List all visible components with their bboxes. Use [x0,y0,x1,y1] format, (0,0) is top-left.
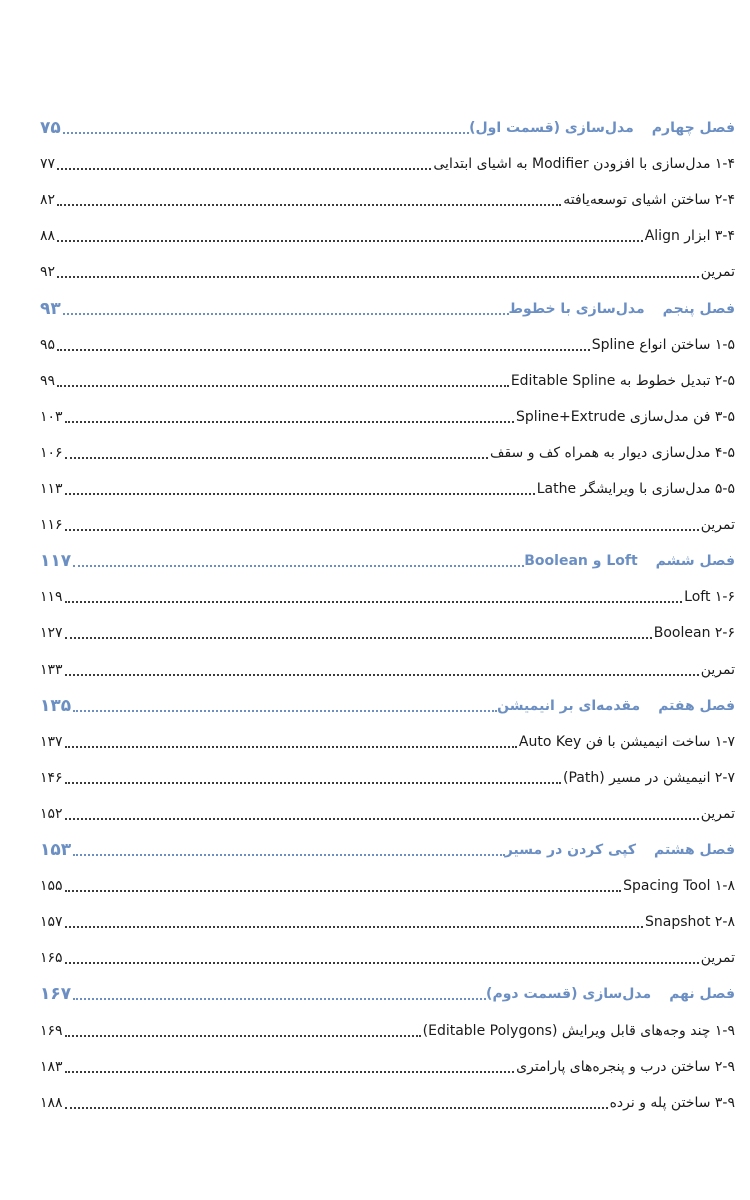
section-title: ۲-۴ ساختن اشیای توسعه‌یافته [563,192,735,209]
section-title: ۱-۴ مدل‌سازی با افزودن Modifier به اشیای ابتدایی [433,156,735,173]
page-number: ۱۱۷ [40,551,72,572]
chapter-title: Loft و Boolean [524,553,638,570]
section-title: ۱-۵ ساختن انواع Spline [591,336,735,353]
toc-section-row [40,579,735,615]
chapter-label: فصل چهارم [651,120,735,136]
section-title: ۳-۵ فن مدل‌سازی Spline+Extrude [515,408,735,425]
section-title: تمرین [700,264,735,281]
leader-dots [57,385,509,387]
chapter-title: کپی کردن در مسیر [504,842,637,858]
section-title: ۳-۴ ابزار Align [644,228,735,245]
section-title: تمرین [700,805,735,822]
section-title: ۲-۹ ساختن درب و پنجره‌های پارامتری [516,1058,735,1075]
chapter-title: مدل‌سازی با خطوط [508,300,645,317]
section-title: ۲-۵ تبدیل خطوط به Editable Spline [510,372,735,389]
page-number: ۱۳۷ [40,733,63,750]
toc-section-row [40,615,735,651]
page-number: ۱۵۷ [40,914,63,931]
toc-chapter-row [40,832,735,868]
toc-section-row [40,760,735,796]
section-title: ۱-۷ ساخت انیمیشن با فن Auto Key [518,733,735,750]
leader-dots [57,204,561,206]
section-title: ۲-۶ Boolean [653,625,735,642]
section-title: ۲-۷ انیمیشن در مسیر (Path) [563,769,735,786]
toc-section-row [40,724,735,760]
leader-dots [65,674,699,676]
toc-section-row [40,399,735,435]
leader-dots [57,240,643,242]
page-number: ۱۵۳ [40,840,72,860]
leader-dots [65,818,699,820]
leader-dots [65,782,561,784]
leader-dots [63,132,469,134]
section-title: ۵-۵ مدل‌سازی با ویرایشگر Lathe [536,481,735,497]
leader-dots [65,601,683,603]
toc-section-row [40,435,735,471]
page-number: ۹۲ [40,264,56,281]
leader-dots [65,421,514,423]
leader-dots [65,1107,608,1109]
page-number: ۹۳ [40,298,61,319]
chapter-label: فصل هشتم [654,842,735,858]
page-number: ۱۱۹ [40,589,63,606]
leader-dots [57,349,590,351]
toc-section-row [40,218,735,254]
leader-dots [65,637,652,639]
toc-section-row [40,471,735,507]
page-number: ۱۸۸ [40,1094,63,1111]
leader-dots [57,168,431,170]
section-title: تمرین [700,661,735,678]
page-number: ۱۰۶ [40,444,63,461]
toc-chapter-row [40,688,735,724]
page-number: ۱۰۳ [40,408,63,425]
chapter-title: مقدمه‌ای بر انیمیشن [497,697,641,714]
section-title: ۱-۹ چند وجه‌های قابل ویرایش (Editable Polygons) [422,1022,735,1039]
page-number: ۱۶۹ [40,1022,63,1039]
toc-section-row [40,796,735,832]
leader-dots [63,313,509,315]
toc-chapter-row [40,291,735,327]
section-title: تمرین [700,950,735,967]
leader-dots [65,457,488,459]
page-number: ۱۲۷ [40,625,63,642]
toc-section-row [40,146,735,182]
toc-section-row [40,940,735,976]
toc-section-row [40,363,735,399]
toc-section-row [40,652,735,688]
leader-dots [57,276,699,278]
section-title: تمرین [700,517,735,534]
page-number: ۱۸۳ [40,1058,63,1075]
leader-dots [73,565,524,567]
leader-dots [73,854,505,856]
leader-dots [65,926,643,928]
leader-dots [65,493,535,495]
toc-section-row [40,868,735,904]
section-title: ۲-۸ Snapshot [645,914,735,931]
chapter-title: مدل‌سازی (قسمت اول) [469,120,634,136]
toc-section-row [40,254,735,290]
page-number: ۹۹ [40,372,56,389]
toc-chapter-row [40,976,735,1012]
leader-dots [65,1071,515,1073]
leader-dots [73,998,486,1000]
toc-section-row [40,1085,735,1121]
toc-chapter-row [40,543,735,579]
leader-dots [73,710,497,712]
page-number: ۹۵ [40,336,56,353]
leader-dots [65,962,699,964]
page-number: ۱۱۶ [40,517,63,534]
toc-section-row [40,507,735,543]
page-number: ۱۱۳ [40,481,63,497]
section-title: ۱-۶ Loft [684,589,735,606]
page-number: ۱۴۶ [40,769,63,786]
page-number: ۱۵۵ [40,878,63,895]
section-title: ۱-۸ Spacing Tool [623,878,735,895]
chapter-label: فصل هفتم [658,697,735,714]
chapter-label: فصل نهم [669,986,735,1003]
leader-dots [65,890,622,892]
toc-section-row [40,1013,735,1049]
page-number: ۱۳۳ [40,661,63,678]
leader-dots [65,1035,421,1037]
page-number: ۱۳۵ [40,695,72,716]
chapter-label: فصل ششم [655,553,735,570]
toc-section-row [40,327,735,363]
page-number: ۱۶۵ [40,950,63,967]
page-number: ۱۶۷ [40,984,72,1005]
section-title: ۳-۹ ساختن پله و نرده [609,1094,735,1111]
page-number: ۸۲ [40,192,56,209]
toc-section-row [40,904,735,940]
chapter-title: مدل‌سازی (قسمت دوم) [486,986,652,1003]
page-number: ۷۵ [40,118,61,138]
page-number: ۱۵۲ [40,805,63,822]
section-title: ۴-۵ مدل‌سازی دیوار به همراه کف و سقف [489,444,735,461]
leader-dots [65,746,517,748]
toc-section-row [40,1049,735,1085]
page-number: ۷۷ [40,156,56,173]
leader-dots [65,529,699,531]
chapter-label: فصل پنجم [662,300,735,317]
page-number: ۸۸ [40,228,56,245]
toc-chapter-row [40,110,735,146]
toc-section-row [40,182,735,218]
